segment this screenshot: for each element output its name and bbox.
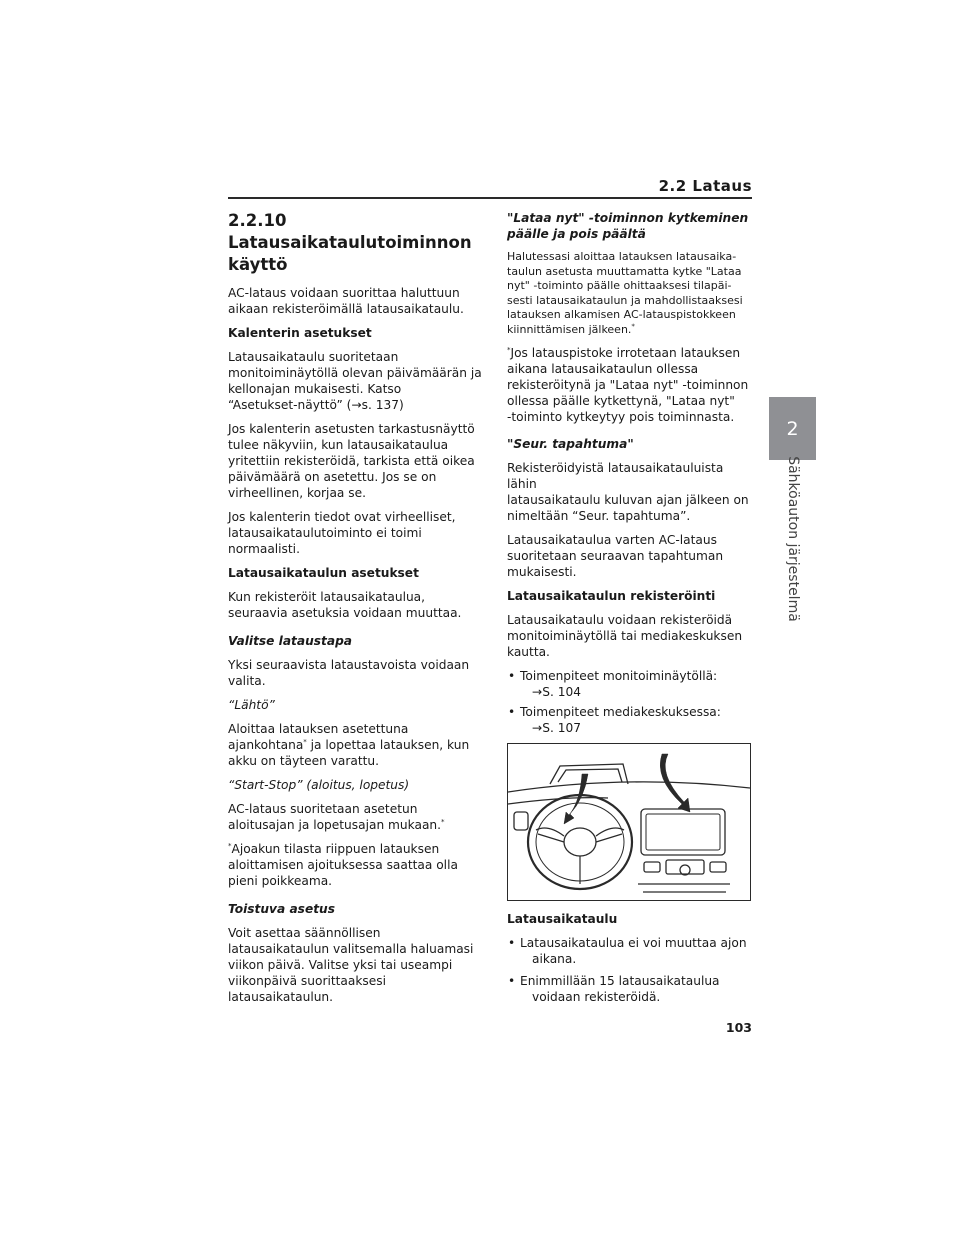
section-header-title: 2.2 Lataus bbox=[658, 177, 752, 195]
text-line: nyt" -toiminto päälle ohittaaksesi tilapäi- bbox=[507, 279, 732, 292]
paragraph bbox=[228, 721, 490, 769]
text-line: Kun rekisteröit latausaikataulua, bbox=[228, 590, 426, 604]
text-line: aloittamisen ajoituksessa saattaa olla bbox=[228, 858, 458, 872]
text-line: aikaan rekisteröimällä latausaikataulu. bbox=[228, 302, 464, 316]
text-line: Jos kalenterin tiedot ovat virheelliset, bbox=[228, 510, 456, 524]
text-line: Halutessasi aloittaa latauksen latausaika- bbox=[507, 250, 737, 263]
chapter-side-label bbox=[778, 456, 808, 622]
text-line: mukaisesti. bbox=[507, 565, 577, 579]
text-line: suoritetaan seuraavan tapahtuman bbox=[507, 549, 724, 563]
page-reference: →S. 104 bbox=[532, 685, 581, 699]
text-line: Aloittaa latauksen asetettuna bbox=[228, 722, 409, 736]
paragraph bbox=[228, 589, 490, 621]
subheading-toistuva: Toistuva asetus bbox=[228, 902, 335, 916]
list-item bbox=[507, 704, 753, 736]
text-line: rekisteröitynä ja "Lataa nyt" -toiminnon bbox=[507, 378, 749, 392]
right-column-bottom bbox=[507, 911, 753, 1005]
right-column bbox=[507, 210, 753, 736]
footnote-marker: * bbox=[507, 345, 511, 354]
text-line: latausaikataulun. bbox=[228, 990, 334, 1004]
left-column bbox=[228, 210, 490, 1013]
text-line: sesti latausaikataulun ja mahdollistaaksesi bbox=[507, 293, 743, 307]
footnote bbox=[507, 345, 753, 425]
text-line: Yksi seuraavista lataustavoista voidaan bbox=[228, 658, 470, 672]
text-line: päälle ja pois päältä bbox=[507, 227, 646, 241]
paragraph bbox=[507, 250, 753, 337]
text-line: ajankohtana bbox=[228, 738, 304, 752]
list-item bbox=[507, 668, 753, 700]
page-reference: “Asetukset-näyttö” (→s. 137) bbox=[228, 398, 404, 412]
text-line: Voit asettaa säännöllisen bbox=[228, 926, 381, 940]
text-line: Enimmillään 15 latausaikataulua bbox=[520, 974, 720, 988]
footnote-marker: * bbox=[631, 321, 635, 330]
text-line: Ajoakun tilasta riippuen latauksen bbox=[231, 842, 440, 856]
page-number: 103 bbox=[725, 1020, 752, 1035]
subheading-lataa-nyt bbox=[507, 210, 753, 242]
list-item bbox=[507, 973, 753, 1005]
subheading-kalenteri: Kalenterin asetukset bbox=[228, 326, 372, 340]
paragraph bbox=[228, 285, 490, 317]
text-line: AC-lataus suoritetaan asetetun bbox=[228, 802, 418, 816]
paragraph bbox=[228, 925, 490, 1005]
footnote-marker: * bbox=[441, 817, 445, 826]
subheading-seur-tapahtuma: "Seur. tapahtuma" bbox=[507, 437, 634, 451]
footnote-marker: * bbox=[228, 841, 232, 850]
text-line: latauksen alkamisen AC-latauspistokkeen bbox=[507, 308, 736, 321]
text-line: Jos kalenterin asetusten tarkastusnäyttö bbox=[228, 422, 475, 436]
text-line: tulee näkyviin, kun latausaikataulua bbox=[228, 438, 449, 452]
heading-line: käyttö bbox=[228, 255, 288, 274]
subheading-valitse: Valitse lataustapa bbox=[228, 634, 353, 648]
text-line: latausaikataulutoiminto ei toimi bbox=[228, 526, 422, 540]
paragraph bbox=[507, 532, 753, 580]
paragraph bbox=[507, 612, 753, 660]
figure-caption: Latausaikataulu bbox=[507, 912, 618, 926]
text-line: Rekisteröidyistä latausaikatauluista lähin bbox=[507, 461, 724, 491]
paragraph bbox=[507, 460, 753, 524]
text-line: valita. bbox=[228, 674, 266, 688]
chapter-side-label-text: Sähköauton järjestelmä bbox=[785, 456, 801, 622]
paragraph bbox=[228, 801, 490, 833]
paragraph bbox=[228, 657, 490, 689]
text-line: yritettiin rekisteröidä, tarkista että oikea bbox=[228, 454, 475, 468]
text-line: akku on täyteen varattu. bbox=[228, 754, 380, 768]
text-line: latausaikataulu kuluvan ajan jälkeen on bbox=[507, 493, 749, 507]
text-line: ollessa päälle kytkettynä, "Lataa nyt" bbox=[507, 394, 735, 408]
text-line: nimeltään “Seur. tapahtuma”. bbox=[507, 509, 691, 523]
footnote-marker: * bbox=[303, 737, 307, 746]
text-line: aikana latausaikataulun ollessa bbox=[507, 362, 699, 376]
paragraph bbox=[228, 509, 490, 557]
subheading-start-stop: “Start-Stop” (aloitus, lopetus) bbox=[228, 778, 410, 792]
text-line: monitoiminäytöllä tai mediakeskuksen bbox=[507, 629, 743, 643]
text-line: ja lopettaa latauksen, kun bbox=[306, 738, 470, 752]
text-line: voidaan rekisteröidä. bbox=[532, 990, 661, 1004]
text-line: päivämäärä on asetettu. Jos se on bbox=[228, 470, 437, 484]
subheading-rekisterointi: Latausaikataulun rekisteröinti bbox=[507, 589, 716, 603]
text-line: -toiminto kytkeytyy pois toiminnasta. bbox=[507, 410, 735, 424]
text-line: Toimenpiteet monitoiminäytöllä: bbox=[520, 669, 718, 683]
text-line: aloitusajan ja lopetusajan mukaan. bbox=[228, 818, 442, 832]
text-line: Jos latauspistoke irrotetaan latauksen bbox=[510, 346, 741, 360]
text-line: latausaikataulun valitsemalla haluamasi bbox=[228, 942, 474, 956]
text-line: aikana. bbox=[532, 952, 577, 966]
text-line: kautta. bbox=[507, 645, 550, 659]
chapter-number: 2 bbox=[786, 418, 799, 440]
list-item bbox=[507, 935, 753, 967]
text-line: monitoiminäytöllä olevan päivämäärän ja bbox=[228, 366, 482, 380]
text-line: taulun asetusta muuttamatta kytke "Lataa bbox=[507, 264, 742, 278]
text-line: viikonpäivä suorittaaksesi bbox=[228, 974, 386, 988]
text-line: virheellinen, korjaa se. bbox=[228, 486, 366, 500]
text-line: seuraavia asetuksia voidaan muuttaa. bbox=[228, 606, 462, 620]
paragraph bbox=[228, 421, 490, 501]
subheading-asetukset: Latausaikataulun asetukset bbox=[228, 566, 419, 580]
subheading-lahto: “Lähtö” bbox=[228, 698, 275, 712]
footnote bbox=[228, 841, 490, 889]
text-line: Latausaikataulua varten AC-lataus bbox=[507, 533, 717, 547]
text-line: viikon päivä. Valitse yksi tai useampi bbox=[228, 958, 453, 972]
text-line: Latausaikataulu suoritetaan bbox=[228, 350, 399, 364]
dashboard-illustration bbox=[507, 743, 751, 901]
text-line: Toimenpiteet mediakeskuksessa: bbox=[520, 705, 721, 719]
paragraph bbox=[228, 349, 490, 413]
text-line: kellonajan mukaisesti. Katso bbox=[228, 382, 402, 396]
heading-line: 2.2.10 Latausaikataulutoiminnon bbox=[228, 211, 472, 252]
text-line: Latausaikataulua ei voi muuttaa ajon bbox=[520, 936, 747, 950]
page-reference: →S. 107 bbox=[532, 721, 581, 735]
section-heading bbox=[228, 210, 490, 276]
dashboard-drawing bbox=[508, 744, 750, 900]
text-line: AC-lataus voidaan suorittaa haluttuun bbox=[228, 286, 460, 300]
text-line: pieni poikkeama. bbox=[228, 874, 333, 888]
text-line: kiinnittämisen jälkeen. bbox=[507, 322, 632, 336]
header-divider bbox=[228, 197, 752, 199]
text-line: Latausaikataulu voidaan rekisteröidä bbox=[507, 613, 733, 627]
text-line: normaalisti. bbox=[228, 542, 300, 556]
text-line: "Lataa nyt" -toiminnon kytkeminen bbox=[507, 211, 749, 225]
